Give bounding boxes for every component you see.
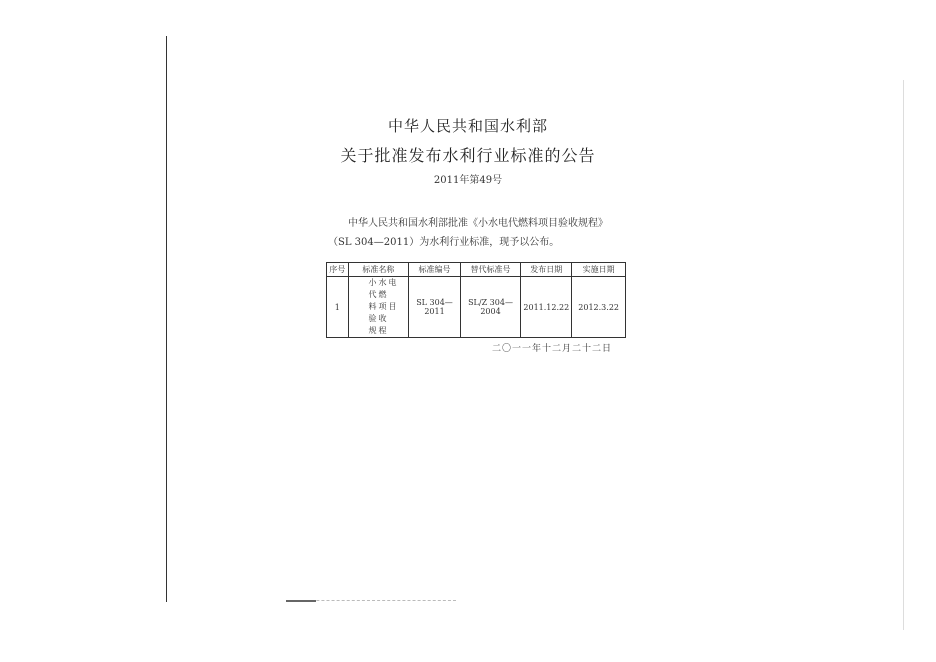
header-publish-date: 发布日期 <box>521 263 572 277</box>
standards-table <box>326 262 626 338</box>
cell-implement-date: 2012.3.22 <box>572 277 626 338</box>
cell-replaced-code: SL/Z 304—2004 <box>460 277 521 338</box>
cell-standard-name-line: 规程 <box>368 326 389 335</box>
body-text-line-2: （SL 304—2011）为水利行业标准，现予以公布。 <box>328 237 560 248</box>
cell-serial: 1 <box>327 277 349 338</box>
header-standard-code: 标准编号 <box>409 263 460 277</box>
signature-date: 二〇一一年十二月二十二日 <box>492 344 613 354</box>
header-implement-date: 实施日期 <box>572 263 626 277</box>
issuing-organization: 中华人民共和国水利部 <box>387 117 548 135</box>
document-number: 2011年第49号 <box>433 175 503 186</box>
header-standard-name: 标准名称 <box>348 263 409 277</box>
body-text-line-1: 中华人民共和国水利部批准《小水电代燃料项目验收规程》 <box>348 218 608 229</box>
table-row <box>327 277 626 338</box>
cell-standard-name-line: 料项目验收 <box>368 302 399 323</box>
cell-standard-code: SL 304—2011 <box>409 277 460 338</box>
cell-standard-name-line: 小水电代燃 <box>368 278 399 299</box>
scan-bottom-mark <box>286 600 316 602</box>
announcement-title: 关于批准发布水利行业标准的公告 <box>340 146 596 165</box>
cell-publish-date: 2011.12.22 <box>521 277 572 338</box>
cell-standard-name <box>348 277 409 338</box>
table-header-row <box>327 263 626 277</box>
header-replaced-code: 替代标准号 <box>460 263 521 277</box>
header-serial: 序号 <box>327 263 349 277</box>
